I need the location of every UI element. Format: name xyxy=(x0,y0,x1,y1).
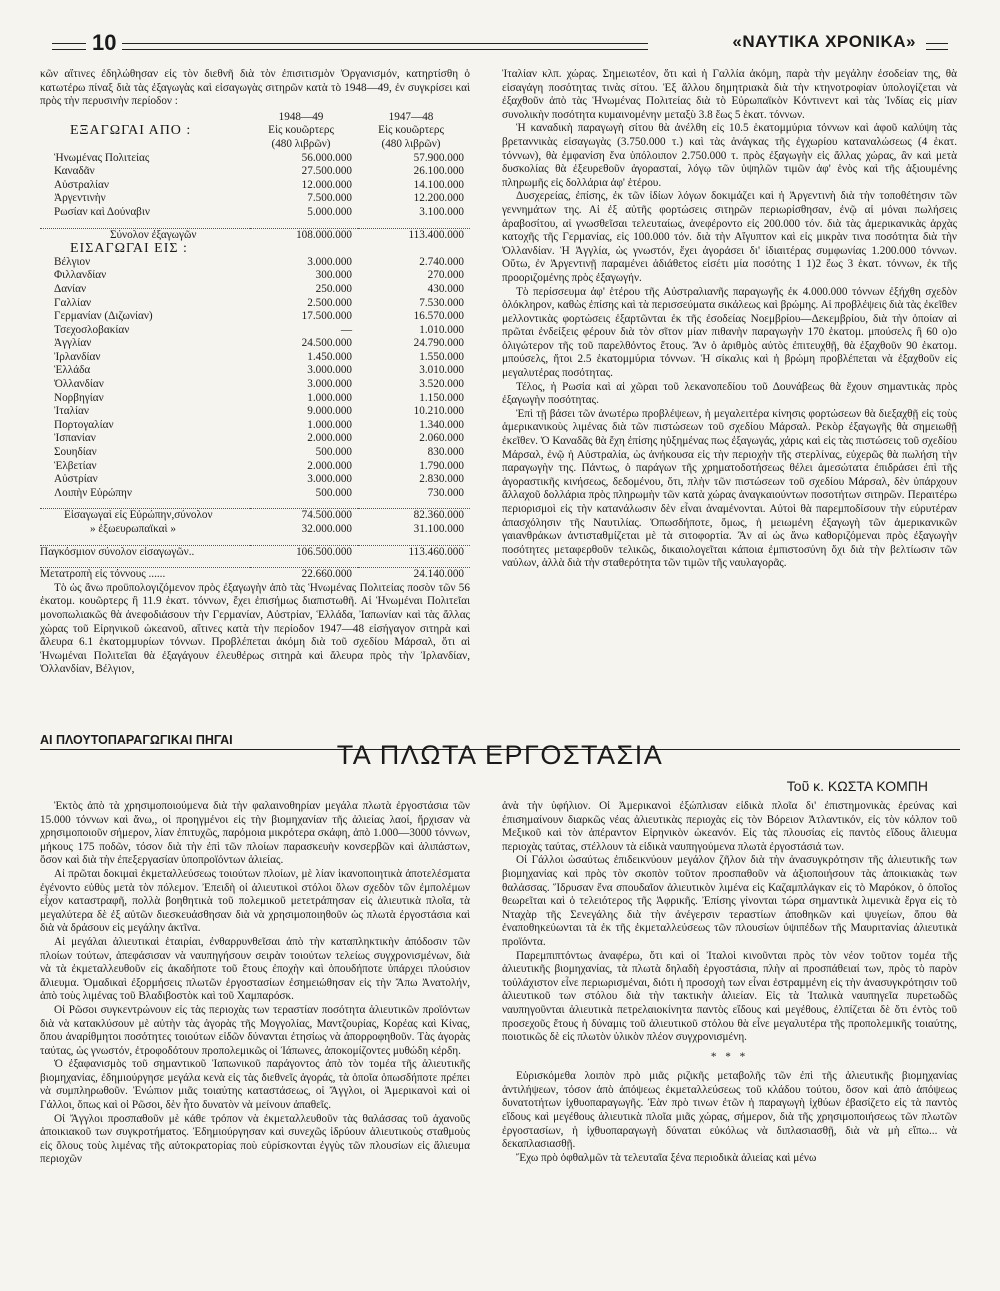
exports-total-b: 113.400.000 xyxy=(358,228,470,242)
closing-paragraph: Εὑρισκόμεθα λοιπὸν πρὸ μιᾶς ριζικῆς μεταβολῆς τῶν ἐπὶ τῆς ἁλιευτικῆς βιομηχανίας ἀντιλήψεων, τόσον ἀπὸ ἀπόψεως ἐκμεταλλεύσεως τοῦ κλάδου τούτου, ὅσον καὶ ἀπὸ ἀπόψεως δυνατοτήτων ἰχθυοπαραγωγῆς. Ἐὰν πρὸ τινων ἐτῶν ἡ παραγωγὴ ἰχθύων ἐβασίζετο εἰς τὰ παντὸς εἴδους καὶ μεγέθους ἁλιευτικὰ πλοῖα μιᾶς χώρας, σήμερον, διὰ τῆς χρησιμοποιήσεως τῶν πλωτῶν ἐργοστασίων, ἡ ἰχθυοπαραγωγὴ δύναται εὐκόλως νὰ διπλασιασθῇ, διὰ νὰ μὴ εἴπω... νὰ δεκαπλασιασθῇ. xyxy=(502,1070,957,1151)
world-total-a: 106.500.000 xyxy=(250,545,358,559)
transfer-label: Μετατροπὴ εἰς τόννους ...... xyxy=(40,568,250,582)
exports-value-1947: 26.100.000 xyxy=(413,165,464,178)
imports-country: Λοιπὴν Εὐρώπην xyxy=(54,486,132,499)
imports-value-1948: 3.000.000 xyxy=(307,378,352,391)
page-number: 10 xyxy=(92,30,117,55)
body-paragraph: Τὸ περίσσευμα ἀφ' ἑτέρου τῆς Αὐστραλιανῆς παραγωγῆς ἐκ 4.000.000 τόννων ἐξήχθη σχεδὸν ὁλόκληρον, καθὼς ἐπίσης καὶ τὰ περισσεύματα σικάλεως καὶ βρώμης. Αἱ προβλέψεις διὰ τὰς ἐκεῖθεν μελλοντικὰς φορτώσεις ἐξαρτῶνται ἐκ τῆς ἐσοδείας Νοεμβρίου—Δεκεμβρίου, διὰ τὴν ὁποίαν αἱ πρῶται ἐνδείξεις φέρουν διὰ τὸν σῖτον μίαν πιθανὴν παραγωγὴν 170 ἑκατομ. μπούσελς ἢ 60 ο)ο ὀλιγώτερον τῆς τοῦ παρελθόντος ἔτους. Ἂν ὁ ἀριθμὸς αὐτὸς ἐπιτευχθῇ, θὰ ἐξαχθοῦν 90 ἑκατομ. μπούσελς, ἤτοι 2.5 ἑκατομμύρια τόννων. Ἡ σίκαλις καὶ ἡ βρώμη προβλέπεται νὰ ἐξαχθοῦν εἰς μεγαλυτέρας ποσότητας. xyxy=(502,285,957,380)
article-paragraph: Παρεμπιπτόντως ἀναφέρω, ὅτι καὶ οἱ Ἰταλοὶ κινοῦνται πρὸς τὸν νέον τοῦτον τομέα τῆς ἁλιευτικῆς βιομηχανίας, τὰ πλωτὰ δηλαδὴ ἐργοστάσια, πλὴν αἱ προσπάθειαί των, πρὸς τὸ παρὸν τοὐλάχιστον εἶνε περιωρισμέναι, διότι ἡ προσοχὴ των εἶναι ἐστραμμένη εἰς τὴν ἀνασυγκρότησιν τοῦ ἁλιευτικοῦ των στόλου διὰ τὴν τακτικὴν ἁλιείαν. Εἰς τὰ Ἰταλικὰ ναυπηγεῖα πυρετωδῶς ναυπηγοῦνται ἁλιευτικὰ πετρελαιοκίνητα παντὸς εἴδους καὶ μεγέθους, ἐλπίζεται δὲ ὅτι ἐντὸς τοῦ προσεχοῦς ἔτους ἡ δύναμις τοῦ ἁλιευτικοῦ στόλου θὰ εἶνε μεγαλυτέρα τῆς προπολεμικῆς τοιαύτης, ποιοτικῶς δὲ εἰς πλωτὸν ὑλικὸν πλέον συγχρονισμένη. xyxy=(502,949,957,1044)
exports-value-1947: 57.900.000 xyxy=(413,151,464,164)
imports-value-1948: 2.000.000 xyxy=(307,459,352,472)
imports-value-1948: 3.000.000 xyxy=(307,255,352,268)
exports-row xyxy=(40,152,470,166)
imports-value-1947: 2.740.000 xyxy=(419,255,464,268)
imports-value-1947: 270.000 xyxy=(427,269,464,282)
imports-row xyxy=(40,364,470,378)
body-paragraph: Ἰταλίαν κλπ. χώρας. Σημειωτέον, ὅτι καὶ ἡ Γαλλία ἀκόμη, παρὰ τὴν μεγάλην ἐσοδείαν της, θὰ εἰσαγάγη ποσότητας τινὰς σίτου. Ἐξ ἄλλου δημητριακὰ διὰ τὴν κτηνοτροφίαν ὑπολογίζεται νὰ ἐξαχθοῦν ἀπὸ τὰς Ἡνωμένας Πολιτείας διὰ τὸ Εὐρωπαϊκὸν Κόντινεντ καὶ τὰς Ἰνδίας εἰς μίαν συνολικὴν ποσότητα κυμαινομένην μεταξὺ 3.8 ἕως 5 ἑκατ. τόννων. xyxy=(502,68,957,121)
imports-row xyxy=(40,432,470,446)
exports-country: Ρωσίαν καὶ Δούναβιν xyxy=(54,205,150,218)
imports-value-1948: 300.000 xyxy=(315,269,352,282)
right-top-column xyxy=(502,68,957,732)
exports-value-1948: 56.000.000 xyxy=(301,151,352,164)
article-paragraph: Αἱ πρῶται δοκιμαὶ ἐκμεταλλεύσεως τοιούτων πλοίων, μὲ λίαν ἱκανοποιητικὰ ἀποτελέσματα ἐγένοντο εὐθὺς μετὰ τὸν πόλεμον. Ἐπειδὴ οἱ ἁλιευτικοὶ στόλοι ὅλων σχεδὸν τῶν ἐμπολέμων εἶχον καταστραφῆ, πολλὰ βοηθητικὰ τοῦ πολεμικοῦ μετετράπησαν εἰς ἁλιευτικὰ πλοῖα, τὰ μεγαλύτερα δὲ ἐξ αὐτῶν διεσκευάσθησαν διὰ νὰ χρησιμοποιηθοῦν ὡς πλωτὰ ἐργοστάσια καὶ διὰ νὰ δράσουν εἰς μεγάλην ἀκτῖνα. xyxy=(40,867,470,935)
transfer-b: 24.140.000 xyxy=(358,568,470,582)
imports-value-1948: 500.000 xyxy=(315,446,352,459)
imports-country: Δανίαν xyxy=(54,282,87,295)
section-label: ΑΙ ΠΛΟΥΤΟΠΑΡΑΓΩΓΙΚΑΙ ΠΗΓΑΙ xyxy=(40,733,233,747)
header-rule-left xyxy=(52,43,86,50)
imports-value-1948: 3.000.000 xyxy=(307,473,352,486)
exports-row xyxy=(40,206,470,220)
imports-country: Αὐστρίαν xyxy=(54,473,98,486)
imports-value-1947: 1.150.000 xyxy=(419,391,464,404)
imports-country: Πορτογαλίαν xyxy=(54,418,114,431)
imports-value-1948: — xyxy=(340,323,352,336)
imports-row xyxy=(40,283,470,297)
imports-title: ΕΙΣΑΓΩΓΑΙ ΕΙΣ : xyxy=(70,241,188,257)
article-paragraph: Ὁ ἐξαφανισμὸς τοῦ σημαντικοῦ Ἰαπωνικοῦ παράγοντος ἀπὸ τὸν τομέα τῆς ἁλιευτικῆς βιομηχανίας, ἐδημιούργησε μεγάλα κενὰ εἰς τὰς διεθνεῖς ἀγοράς, τὰ ὁποῖα ὁπωσδήποτε πρέπει νὰ συμπληρωθοῦν. Ἐνώπιον μιᾶς τοιαύτης καταστάσεως, οἱ Ἄγγλοι, οἱ Ἀμερικανοὶ καὶ οἱ Γάλλοι, ὅπως καὶ οἱ Ρῶσοι, δὲν ἦτο δυνατὸν νὰ μείνουν ἀπαθεῖς. xyxy=(40,1058,470,1112)
magazine-title: «ΝΑΥΤΙΚΑ ΧΡΟΝΙΚΑ» xyxy=(732,32,916,51)
imports-value-1948: 9.000.000 xyxy=(307,405,352,418)
closing-paragraph: Ἔχω πρὸ ὀφθαλμῶν τὰ τελευταῖα ξένα περιοδικὰ ἁλιείας καὶ μένω xyxy=(516,1151,817,1164)
eu-total-a: 74.500.000 xyxy=(250,509,358,523)
imports-value-1947: 7.530.000 xyxy=(419,296,464,309)
imports-row xyxy=(40,324,470,338)
body-paragraph: Ἐπὶ τῇ βάσει τῶν ἀνωτέρω προβλέψεων, ἡ μεγαλειτέρα κίνησις φορτώσεων θὰ διεξαχθῇ εἰς τοὺς ἀμερικανικοὺς λιμένας διὰ τῶν πιστώσεων τοῦ σχεδίου Μάρσαλ. Ρεκὸρ ἐξαγωγῆς θὰ σημειωθῇ ἐκεῖθεν. Ὁ Καναδᾶς θὰ ἔχη ἐπίσης ηὐξημένας πως ἐξαγωγάς, χάρις καὶ εἰς τὰς πιστώσεις τοῦ σχεδίου Μάρσαλ, ἐνῷ ἡ Αὐστραλία, ὡς ἀνήκουσα εἰς τὴν περιοχὴν τῆς στερλίνας, εὐχερῶς θὰ πωλήση τὴν παραγωγὴν της. Πάντως, ὁ παράγων τῆς χρηματοδοτήσεως θέλει ἀμεσώτατα ἐπιδράσει ἐπὶ τῆς ἀγοραστικῆς κινήσεως, δεδομένου, ὅτι, πλὴν τῶν πιστώσεων τοῦ σχεδίου Μάρσαλ, δὲν ὑπάρχουν ἄλλαχοῦ δολλάρια πρὸς πληρωμὴν τῶν κατὰ χώρας ἀναγκαιούντων ποσοτήτων σιτηρῶν. Περαιτέρω περιορισμοὶ εἰς τὴν κατανάλωσιν δὲν εἶναι ἀναμένονται. Αὐτοὶ θὰ παρεμποδίσουν τὴν εὐρυτέραν ἀπασχόλησιν τῆς Ναυτιλίας. Ὁπωσδήποτε, ὅμως, ἡ μειωμένη ἐξαγωγὴ τῶν ἀμερικανικῶν γαιανθράκων ἀντισταθμίζεται μὲ τὰ σιτοφορτία. Ἂν αἱ ὡς ἄνω καθοριζόμεναι πρὸς ἐξαγωγὴν ποσότητες μεταφερθοῦν τελικῶς, δικαιολογεῖται κάποια ἐμπιστοσύνη ὄχι διὰ τὴν βελτίωσιν τῶν ναύλων, ἀλλὰ διὰ τὴν σταθερότητα τῶν τιμῶν τῆς ναυλαγορᾶς. xyxy=(502,407,957,570)
after-table-paragraph: Τὸ ὡς ἄνω προϋπολογιζόμενον πρὸς ἐξαγωγὴν ἀπὸ τὰς Ἡνωμένας Πολιτείας ποσὸν τῶν 56 ἑκατομ. κουῶρτερς ἢ 11.9 ἑκατ. τόννων, ἔχει ἐπισήμως διαπιστωθῆ. Αἱ Ἡνωμέναι Πολιτεῖαι μονοπωλιακῶς θὰ ἀνεφοδιάσουν τὴν Γερμανίαν, Αὐστρίαν, Ἑλλάδα, Ἰαπωνίαν καὶ τὰς ἄλλας χώρας τοῦ Εἰρηνικοῦ ὠκεανοῦ, αἵτινες κατὰ τὴν περίοδον 1947—48 εἰσήγαγον σιτηρὰ καὶ ἄλευρα 6.1 ἑκατομμυρίων τόννων. Προβλέπεται ἀκόμη διὰ τοῦ σχεδίου Μάρσαλ, ὅτι αἱ Ἡνωμέναι Πολιτεῖαι θὰ ἐξαγάγουν ἐλευθέρως σιτηρὰ καὶ ἄλευρα πρὸς τὴν Ἰρλανδίαν, Ὀλλανδίαν, Βέλγιον, xyxy=(40,581,470,676)
col1-sub: (480 λιβρῶν) xyxy=(271,137,331,150)
imports-value-1948: 3.000.000 xyxy=(307,364,352,377)
imports-value-1947: 1.010.000 xyxy=(419,323,464,336)
exports-total-a: 108.000.000 xyxy=(250,228,358,242)
exports-country: Ἀργεντινὴν xyxy=(54,192,106,205)
imports-value-1947: 1.790.000 xyxy=(419,459,464,472)
exports-value-1948: 12.000.000 xyxy=(301,178,352,191)
col2-unit: Εἰς κουῶρτερς xyxy=(378,124,444,137)
imports-row xyxy=(40,446,470,460)
col2-year: 1947—48 xyxy=(388,110,434,123)
imports-row xyxy=(40,473,470,487)
exports-country: Καναδᾶν xyxy=(54,165,95,178)
exports-row xyxy=(40,192,470,206)
imports-value-1947: 16.570.000 xyxy=(413,310,464,323)
imports-value-1948: 1.000.000 xyxy=(307,418,352,431)
non-eu-b: 31.100.000 xyxy=(413,523,464,535)
header-rule-right xyxy=(926,43,948,50)
grain-table xyxy=(40,111,470,582)
imports-country: Ἀγγλίαν xyxy=(54,337,92,350)
imports-value-1948: 24.500.000 xyxy=(301,337,352,350)
non-eu-label: » ἐξωευρωπαϊκαὶ » xyxy=(90,523,176,535)
exports-total-label: Σύνολον ἐξαγωγῶν xyxy=(40,228,250,242)
exports-value-1948: 5.000.000 xyxy=(307,205,352,218)
left-bottom-column xyxy=(40,800,470,1270)
col1-unit: Εἰς κουῶρτερς xyxy=(268,124,334,137)
imports-row xyxy=(40,297,470,311)
exports-row xyxy=(40,179,470,193)
imports-value-1947: 1.340.000 xyxy=(419,418,464,431)
col1-year: 1948—49 xyxy=(278,110,324,123)
imports-country: Σουηδίαν xyxy=(54,446,97,459)
world-total-b: 113.460.000 xyxy=(358,545,470,559)
header-rule-middle xyxy=(122,43,648,50)
imports-value-1948: 17.500.000 xyxy=(301,310,352,323)
section-divider-stars: * * * xyxy=(710,1050,749,1063)
left-top-column xyxy=(40,68,470,732)
body-paragraph: Ἡ καναδικὴ παραγωγὴ σίτου θὰ ἀνέλθη εἰς 10.5 ἑκατομμύρια τόννων καὶ ἀφοῦ καλύψη τὰς βρεταννικὰς εἰσαγωγὰς (3.750.000 τ.) καὶ τὰς ἀνάγκας τῆς ἐγχωρίου καταναλώσεως (4 ἑκατ. τόννων), θὰ ἐμφανίση ἕνα ὑπόλοιπον 2.750.000 τ. πρὸς ἐξαγωγὴν εἰς ἄλλας χώρας, ἂν καὶ μετὰ δυσκολίας θὰ ἐξευρεθοῦν ἀγορασταί, λόγῳ τῶν ὑψηλῶν τιμῶν ἀφ' ἑνὸς καὶ τῆς ἀξιουμένης πληρωμῆς εἰς δολλάρια ἀφ' ἑτέρου. xyxy=(502,122,957,189)
imports-row xyxy=(40,378,470,392)
page-header xyxy=(52,30,948,58)
imports-row xyxy=(40,392,470,406)
article-paragraph: Αἱ μεγάλαι ἁλιευτικαὶ ἑταιρίαι, ἐνθαρρυνθεῖσαι ἀπὸ τὴν καταπληκτικὴν ἀπόδοσιν τῶν πλοίων τούτων, ἀπεφάσισαν νὰ ναυπηγήσουν σειρὰν τοιούτων τελείως συγχρονισμένων, διὰ νὰ τὰ ἐκμεταλλευθοῦν εἰς ἀκαδήποτε τοῦ ἔτους ἐποχὴν καὶ ὁπουδήποτε ὑπάρχει πλούσιον ἄλιευμα. Ὁμαδικαὶ ἐξορμήσεις πλωτῶν ἐργοστασίων ἐσημειώθησαν εἰς τὴν Ἄπω Ἀνατολήν, ἀπὸ τοὺς λιμένας τοῦ Βλαδιβοστὸκ καὶ τοῦ Χαμπαρόσκ. xyxy=(40,935,470,1003)
exports-value-1947: 12.200.000 xyxy=(413,192,464,205)
imports-row xyxy=(40,310,470,324)
world-total-label: Παγκόσμιον σύνολον εἰσαγωγῶν.. xyxy=(40,545,250,559)
imports-value-1948: 500.000 xyxy=(315,486,352,499)
article-paragraph: Οἱ Γάλλοι ὡσαύτως ἐπιδεικνύουν μεγάλον ζῆλον διὰ τὴν ἀνασυγκρότησιν τῆς ἁλιευτικῆς των βιομηχανίας καὶ πρὸς τὸν σκοπὸν τοῦτον προσπαθοῦν νὰ ἀξιοποιήσουν τὰς ἀποικιακὰς των θαλάσσας. Ἵδρυσαν ἕνα σπουδαῖον ἁλιευτικὸν λιμένα εἰς Καζαμπλάγκαν εἰς τὸ Μαρόκον, ὁ ὁποῖος θεωρεῖται καὶ ὁ τελειότερος τῆς Ἀφρικῆς. Ἐπίσης γίνονται τώρα σημαντικὰ λιμενικὰ ἔργα εἰς τὸ Νταχὰρ τῆς Σενεγάλης διὰ τὴν ἀνέγερσιν τεραστίων ἀποθηκῶν καὶ ψυγείων, ὅπου θὰ ἐναποθηκεύωνται τὰ ἐκ τῆς ἐκμεταλλεύσεως τῶν πλουσίων ὑψιπέδων τῆς Μαυριτανίας ἁλιευτικὰ προϊόντα. xyxy=(502,854,957,948)
imports-country: Ἰσπανίαν xyxy=(54,432,96,445)
imports-country: Ἑλλάδα xyxy=(54,364,91,377)
imports-value-1947: 3.010.000 xyxy=(419,364,464,377)
imports-value-1947: 2.060.000 xyxy=(419,432,464,445)
article-title: ΤΑ ΠΛΩΤΑ ΕΡΓΟΣΤΑΣΙΑ xyxy=(336,740,664,770)
imports-country: Ἑλβετίαν xyxy=(54,459,97,472)
imports-country: Ὀλλανδίαν xyxy=(54,378,104,391)
article-author: Τοῦ κ. ΚΩΣΤΑ ΚΟΜΠΗ xyxy=(786,778,928,794)
imports-value-1948: 250.000 xyxy=(315,282,352,295)
imports-row xyxy=(40,337,470,351)
col2-sub: (480 λιβρῶν) xyxy=(381,137,441,150)
imports-country: Γερμανίαν (Διζωνίαν) xyxy=(54,310,153,323)
eu-total-label: Εἰσαγωγαὶ εἰς Εὐρώπην,σύνολον xyxy=(40,509,250,523)
body-paragraph: Τέλος, ἡ Ρωσία καὶ αἱ χῶραι τοῦ λεκανοπεδίου τοῦ Δουνάβεως θὰ ἔχουν σημαντικὰς πρὸς ἐξαγωγὴν ποσότητας. xyxy=(502,380,957,407)
exports-row xyxy=(40,165,470,179)
imports-value-1948: 2.500.000 xyxy=(307,296,352,309)
exports-title: ΕΞΑΓΩΓΑΙ ΑΠΟ : xyxy=(70,123,192,139)
article-paragraph: Ἐκτὸς ἀπὸ τὰ χρησιμοποιούμενα διὰ τὴν φαλαινοθηρίαν μεγάλα πλωτὰ ἐργοστάσια τῶν 15.000 τόννων καὶ ἄνω,, οἱ προηγμένοι εἰς τὴν βιομηχανίαν τῆς ἁλιείας λαοί, ἤρχισαν νὰ χρησιμοποιοῦν σήμερον, λίαν ἐπιτυχῶς, παρόμοια μικρότερα σκάφη, ἀπὸ 1.000—3000 τόννων, μήκους 175 ποδῶν, τόσον διὰ τὴν ἐπὶ τῶν πλοίων παρασκευὴν κονσερβῶν καὶ ἁλιπάστων, ὅσον καὶ διὰ τὴν ἐπεξεργασίαν ὑποπροϊόντων ἁλιείας. xyxy=(40,800,470,867)
imports-country: Νορβηγίαν xyxy=(54,391,104,404)
exports-country: Αὐστραλίαν xyxy=(54,178,109,191)
body-paragraph: Δυσχερείας, ἐπίσης, ἐκ τῶν ἰδίων λόγων δοκιμάζει καὶ ἡ Ἀργεντινὴ διὰ τὴν τοποθέτησιν τῶν γεννημάτων της. Αἱ ἐξ αὐτῆς φορτώσεις σιτηρῶν περιωρίσθησαν, ἐνῷ αἱ μόναι πωλήσεις ἀραβοσίτου, αἱ γνωσθεῖσαι τελευταίως, ἀνεφέροντο εἰς 200.000 τόν. διὰ τὰς ἀμερικανικὰς ἀρχὰς κατοχῆς τῆς Γερμανίας, εἰς 100.000 τόν. διὰ τὴν Αἴγυπτον καὶ εἰς μικρὰν τινα ποσότητα διὰ τὴν Ὀλλανδίαν. Ἡ Ἀγγλία, ὡς γνωστόν, ἔχει ἀγοράσει δι' ἰδιαιτέρας συμφωνίας 1.200.000 τόννων. Οὕτω, ἐν Ἀργεντινῇ παραμένει ἀδιάθετος εἰσέτι μία ποσότης 1 1)2 ἕως 3 ἑκατ. τόννων, ἐκ τῆς προοριζομένης πρὸς ἐξαγωγήν. xyxy=(502,190,957,284)
imports-value-1947: 24.790.000 xyxy=(413,337,464,350)
imports-value-1948: 1.000.000 xyxy=(307,391,352,404)
article-paragraph: Οἱ Ἄγγλοι προσπαθοῦν μὲ κάθε τρόπον νὰ ἐκμεταλλευθοῦν τὰς θαλάσσας τοῦ ἀχανοῦς ἀποικιακοῦ των συγκροτήματος. Ἐδημιούργησαν καὶ συνεχῶς ἱδρύουν ἁλιευτικοὺς σταθμοὺς εἰς ὅλους τοὺς λιμένας τῆς αὐτοκρατορίας ποὺ εὑρίσκονται ἐγγὺς τῶν πλουσίων εἰς ἄλιευμα περιοχῶν xyxy=(40,1112,470,1166)
imports-value-1947: 430.000 xyxy=(427,282,464,295)
imports-row xyxy=(40,351,470,365)
imports-country: Ἰρλανδίαν xyxy=(54,350,101,363)
article-paragraph: Οἱ Ρῶσοι συγκεντρώνουν εἰς τὰς περιοχὰς των τεραστίαν ποσότητα ἁλιευτικῶν προϊόντων διὰ νὰ κατακλύσουν μὲ αὐτὴν τὰς ἀγορὰς τῆς Μογγολίας, Μαντζουρίας, Κορέας καὶ Κίνας, ὅπου ἀναρίθμητοι ποσότητες τοιούτων εἰδῶν δύνανται ἐτησίως νὰ ἀπορροφηθοῦν. Τὰς ἀγορὰς ταύτας, ὡς γνωστόν, ἐτροφοδότουν προπολεμικῶς οἱ Ἰάπωνες, ἀποκομίζοντες μυθώδη κέρδη. xyxy=(40,1003,470,1057)
imports-country: Φιλλανδίαν xyxy=(54,269,107,282)
imports-value-1947: 2.830.000 xyxy=(419,473,464,486)
article-paragraph: ἀνὰ τὴν ὑφήλιον. Οἱ Ἀμερικανοὶ ἐξώπλισαν εἰδικὰ πλοῖα δι' ἐπιστημονικὰς ἐρεύνας καὶ ἐπισημαίνουν διαρκῶς νέας ἁλιευτικὰς περιοχὰς εἰς τὸν Βόρειον Ἀτλαντικόν, εἰς τὸν κόλπον τοῦ Μεξικοῦ καὶ τὸν ἀπέραντον Εἰρηνικὸν ὠκεανόν. Εἰς τὰς πλουσίας εἰς παντὸς εἴδους ἄλιευμα περιοχὰς ταύτας, στέλλουν τὰ εἰδικὰ ναυπηγούμενα πλωτὰ ἐργοστάσιά των. xyxy=(502,800,957,853)
imports-value-1947: 830.000 xyxy=(427,446,464,459)
exports-value-1948: 27.500.000 xyxy=(301,165,352,178)
non-eu-a: 32.000.000 xyxy=(301,523,352,535)
imports-country: Τσεχοσλοβακίαν xyxy=(54,323,130,336)
imports-value-1947: 10.210.000 xyxy=(413,405,464,418)
imports-value-1948: 1.450.000 xyxy=(307,350,352,363)
imports-country: Βέλγιον xyxy=(54,255,91,268)
imports-row xyxy=(40,269,470,283)
exports-country: Ἡνωμένας Πολιτείας xyxy=(54,151,150,164)
imports-value-1948: 2.000.000 xyxy=(307,432,352,445)
intro-paragraph: κῶν αἵτινες ἐδηλώθησαν εἰς τὸν διεθνῆ διὰ τὸν ἐπισιτισμὸν Ὀργανισμόν, κατηρτίσθη ὁ κατωτέρω πίναξ διὰ τὰς ἐξαγωγὰς καὶ εἰσαγωγὰς σιτηρῶν κατὰ τὸ 1948—49, ἐν συγκρίσει καὶ πρὸς τὴν περυσινὴν περίοδον : xyxy=(40,68,470,108)
imports-row xyxy=(40,487,470,501)
right-bottom-column xyxy=(502,800,957,1270)
imports-country: Γαλλίαν xyxy=(54,296,92,309)
imports-country: Ἰταλίαν xyxy=(54,405,89,418)
transfer-a: 22.660.000 xyxy=(250,568,358,582)
imports-row xyxy=(40,405,470,419)
exports-value-1947: 14.100.000 xyxy=(413,178,464,191)
exports-value-1947: 3.100.000 xyxy=(419,205,464,218)
imports-value-1947: 1.550.000 xyxy=(419,350,464,363)
imports-row xyxy=(40,460,470,474)
imports-value-1947: 730.000 xyxy=(427,486,464,499)
imports-row xyxy=(40,256,470,270)
exports-value-1948: 7.500.000 xyxy=(307,192,352,205)
imports-value-1947: 3.520.000 xyxy=(419,378,464,391)
imports-row xyxy=(40,419,470,433)
eu-total-b: 82.360.000 xyxy=(358,509,470,523)
